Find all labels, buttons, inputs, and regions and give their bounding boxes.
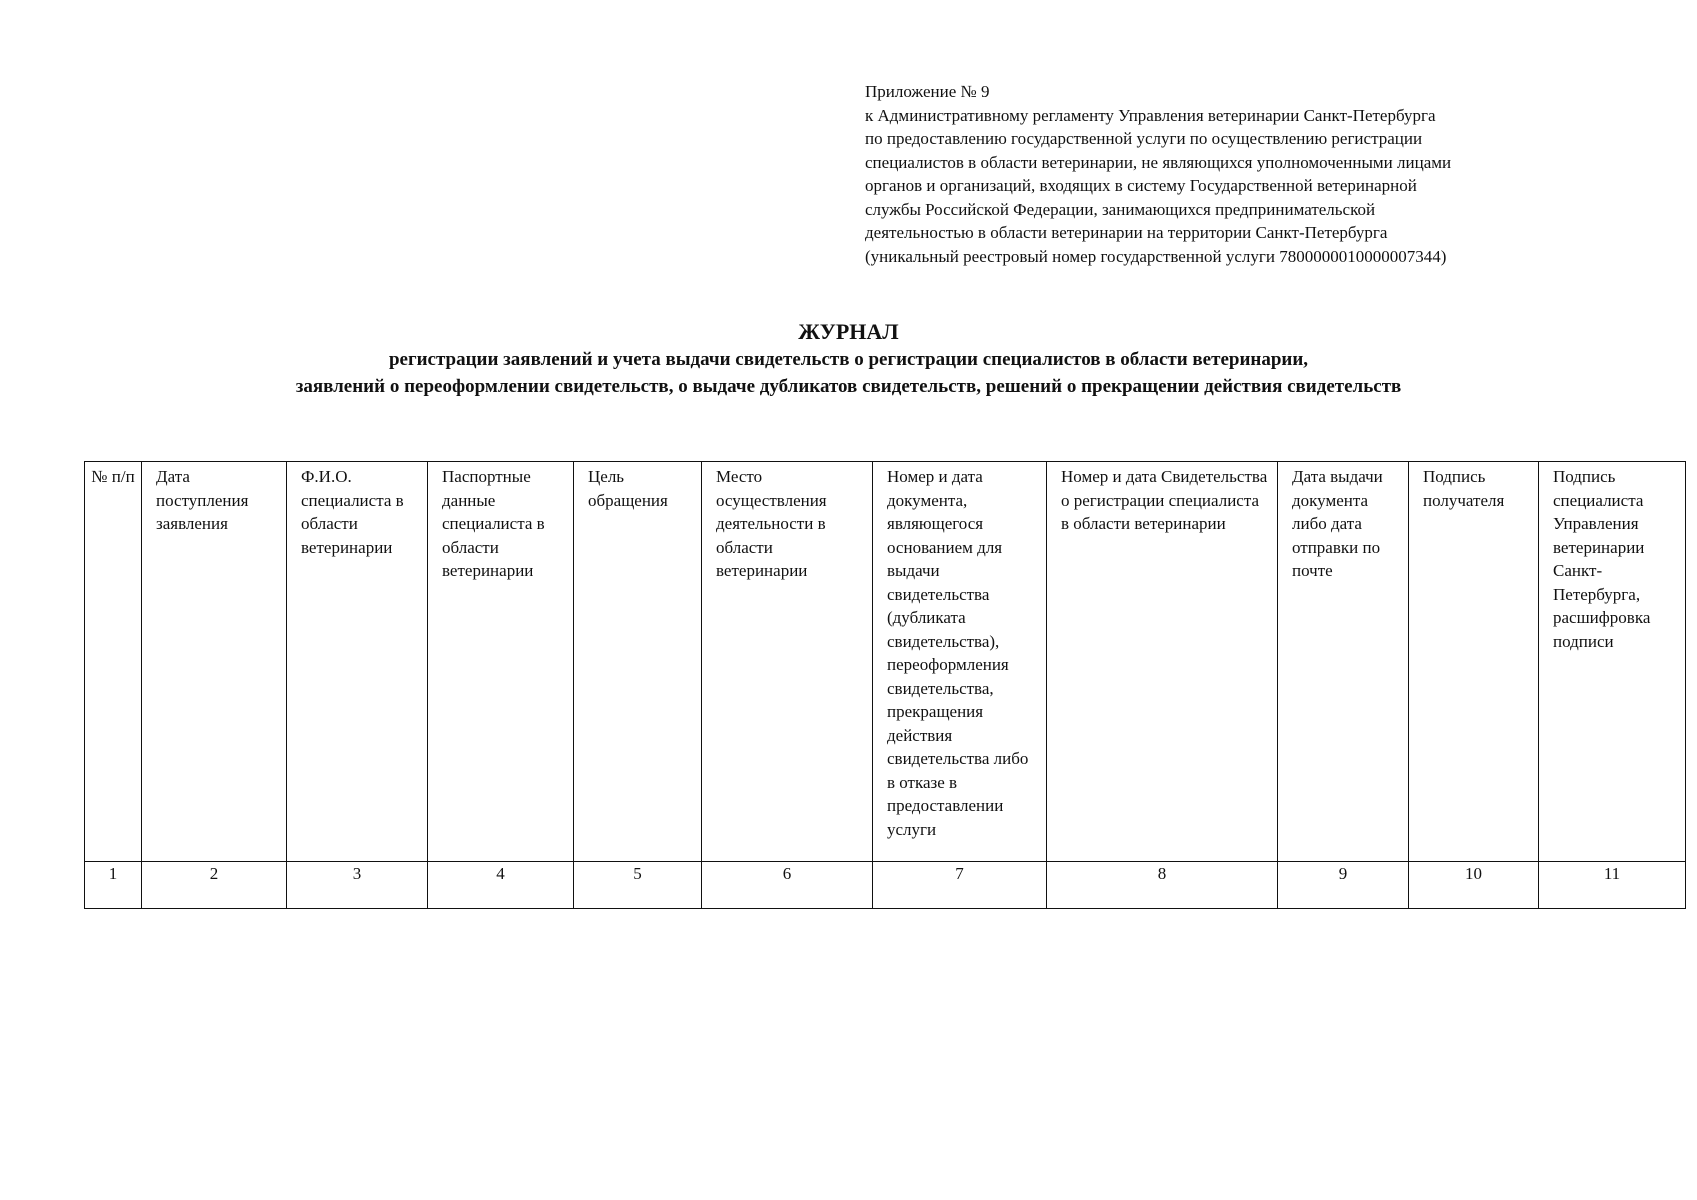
appendix-line: Приложение № 9: [865, 82, 990, 101]
appendix-line: службы Российской Федерации, занимающихся предпринимательской: [865, 199, 1376, 219]
journal-subtitle-line-2: заявлений о переоформлении свидетельств, о выдаче дубликатов свидетельств, решений о прекращении действия свидетельств: [295, 376, 1402, 397]
column-number: 1: [85, 862, 142, 909]
journal-subtitle-line-1: регистрации заявлений и учета выдачи свидетельств о регистрации специалистов в области ветеринарии,: [388, 349, 1309, 370]
column-header-specialist-name: Ф.И.О. специалиста в области ветеринарии: [287, 462, 428, 862]
column-header-passport-data: Паспортные данные специалиста в области ветеринарии: [428, 462, 574, 862]
column-number: 8: [1047, 862, 1278, 909]
column-header-number: № п/п: [85, 462, 142, 862]
column-header-application-date: Дата поступления заявления: [142, 462, 287, 862]
column-number: 9: [1278, 862, 1409, 909]
column-number: 3: [287, 862, 428, 909]
appendix-line: к Административному регламенту Управления ветеринарии Санкт-Петербурга: [865, 105, 1436, 125]
column-number-row: [85, 862, 1686, 909]
column-header-place-of-activity: Место осуществления деятельности в области ветеринарии: [702, 462, 873, 862]
journal-heading: [0, 318, 1697, 400]
column-number: 7: [873, 862, 1047, 909]
column-number: 6: [702, 862, 873, 909]
appendix-line: специалистов в области ветеринарии, не являющихся уполномоченными лицами: [865, 152, 1452, 172]
column-header-purpose: Цель обращения: [574, 462, 702, 862]
column-header-basis-document: Номер и дата документа, являющегося основанием для выдачи свидетельства (дубликата свидетельства), переоформления свидетельства, прекращения действия свидетельства либо в отказе в предоставлении услуги: [873, 462, 1047, 862]
column-number: 2: [142, 862, 287, 909]
column-number: 10: [1409, 862, 1539, 909]
column-header-certificate-number: Номер и дата Свидетельства о регистрации специалиста в области ветеринарии: [1047, 462, 1278, 862]
appendix-block: [865, 80, 1585, 268]
appendix-line: деятельностью в области ветеринарии на территории Санкт-Петербурга: [865, 223, 1388, 242]
column-number: 5: [574, 862, 702, 909]
column-header-issue-date: Дата выдачи документа либо дата отправки по почте: [1278, 462, 1409, 862]
column-number: 11: [1539, 862, 1686, 909]
column-header-recipient-signature: Подпись получателя: [1409, 462, 1539, 862]
journal-title: ЖУРНАЛ: [798, 319, 899, 344]
column-number: 4: [428, 862, 574, 909]
journal-table: [84, 461, 1686, 909]
column-header-specialist-signature: Подпись специалиста Управления ветеринарии Санкт-Петербурга, расшифровка подписи: [1539, 462, 1686, 862]
appendix-line: по предоставлению государственной услуги по осуществлению регистрации: [865, 129, 1423, 148]
table-header-row: [85, 462, 1686, 862]
appendix-line: органов и организаций, входящих в систему Государственной ветеринарной: [865, 176, 1417, 195]
appendix-line: (уникальный реестровый номер государственной услуги 7800000010000007344): [865, 246, 1447, 266]
